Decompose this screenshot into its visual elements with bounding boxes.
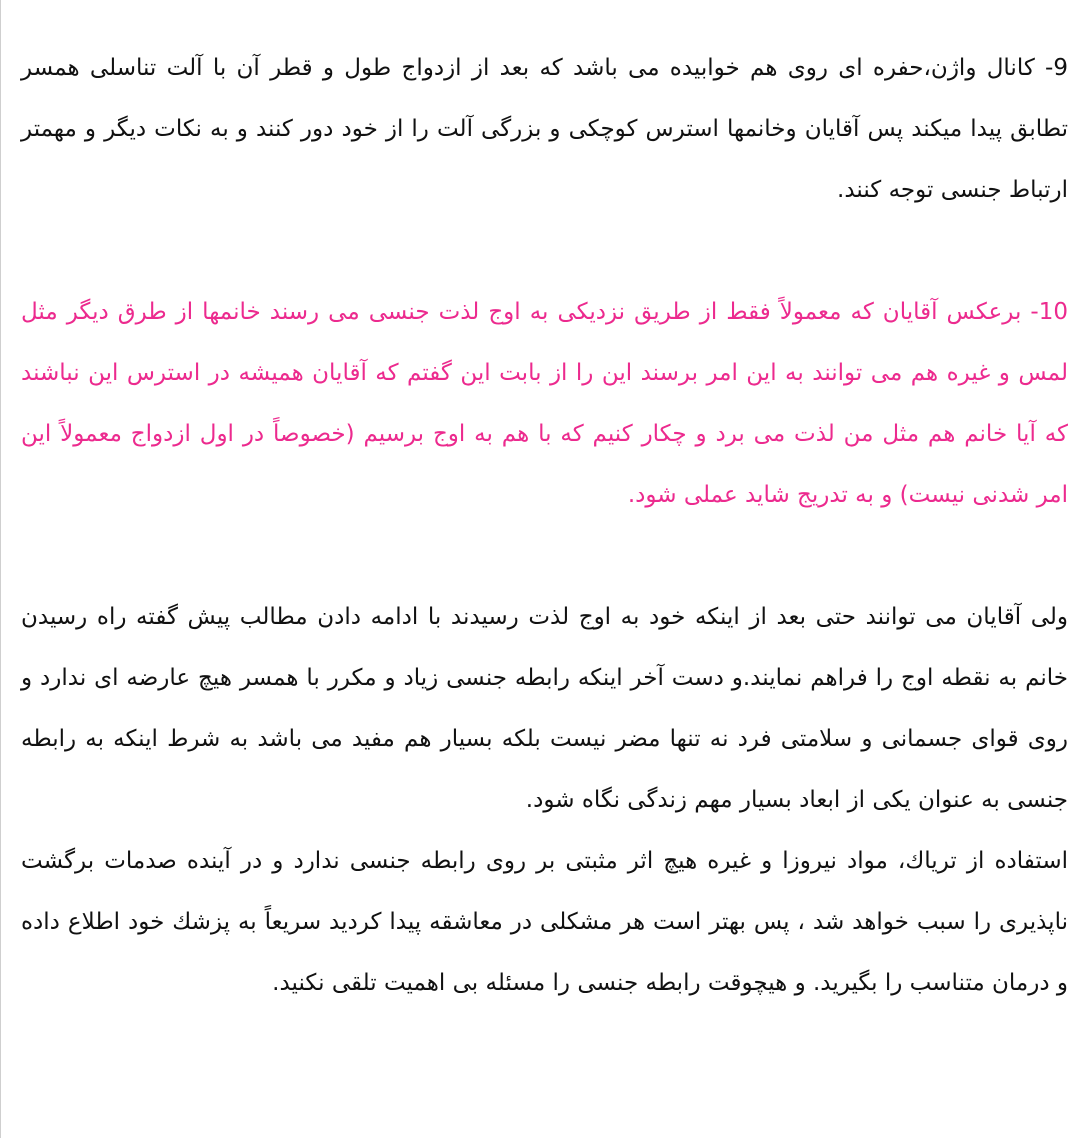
article-body <box>21 38 1068 1014</box>
paragraph-men-partner-climax: ولی آقایان می توانند حتی بعد از اینکه خود به اوج لذت رسیدند با ادامه دادن مطالب پیش گفته راه رسیدن خانم به نقطه اوج را فراهم نمایند.و دست آخر اینکه رابطه جنسی زیاد و مکرر با همسر هیچ عارضه ای ندارد و روی قوای جسمانی و سلامتی فرد نه تنها مضر نیست بلکه بسیار هم مفید می باشد به شرط اینکه به رابطه جنسی به عنوان یکی از ابعاد بسیار مهم زندگی نگاه شود. <box>21 604 1068 813</box>
paragraph-item-9: 9- کانال واژن،حفره ای روی هم خوابیده می باشد که بعد از ازدواج طول و قطر آن با آلت تناسلی همسر تطابق پیدا میکند پس آقایان وخانمها استرس کوچکی و بزرگی آلت را از خود دور کنند و به نکات دیگر و مهمتر ارتباط جنسی توجه کنند. <box>21 55 1068 203</box>
paragraph-spacer <box>21 526 1068 587</box>
paragraph-item-10-highlighted: 10- برعکس آقایان که معمولاً فقط از طریق نزدیکی به اوج لذت جنسی می رسند خانمها از طرق دیگر مثل لمس و غیره هم می توانند به این امر برسند این را از بابت این گفتم که آقایان همیشه در استرس این نباشند که آیا خانم هم مثل من لذت می برد و چکار کنیم که با هم به اوج برسیم (خصوصاً در اول ازدواج معمولاً این امر شدنی نیست) و به تدریج شاید عملی شود. <box>21 299 1068 508</box>
paragraph-substance-warning: استفاده از تریاك، مواد نیروزا و غیره هیچ اثر مثبتی بر روی رابطه جنسی ندارد و در آینده صدمات برگشت ناپذیری را سبب خواهد شد ، پس بهتر است هر مشکلی در معاشقه پیدا کردید سریعاً به پزشك خود اطلاع داده و درمان متناسب را بگیرید. و هیچوقت رابطه جنسی را مسئله بی اهمیت تلقی نکنید. <box>21 848 1068 996</box>
paragraph-spacer <box>21 221 1068 282</box>
